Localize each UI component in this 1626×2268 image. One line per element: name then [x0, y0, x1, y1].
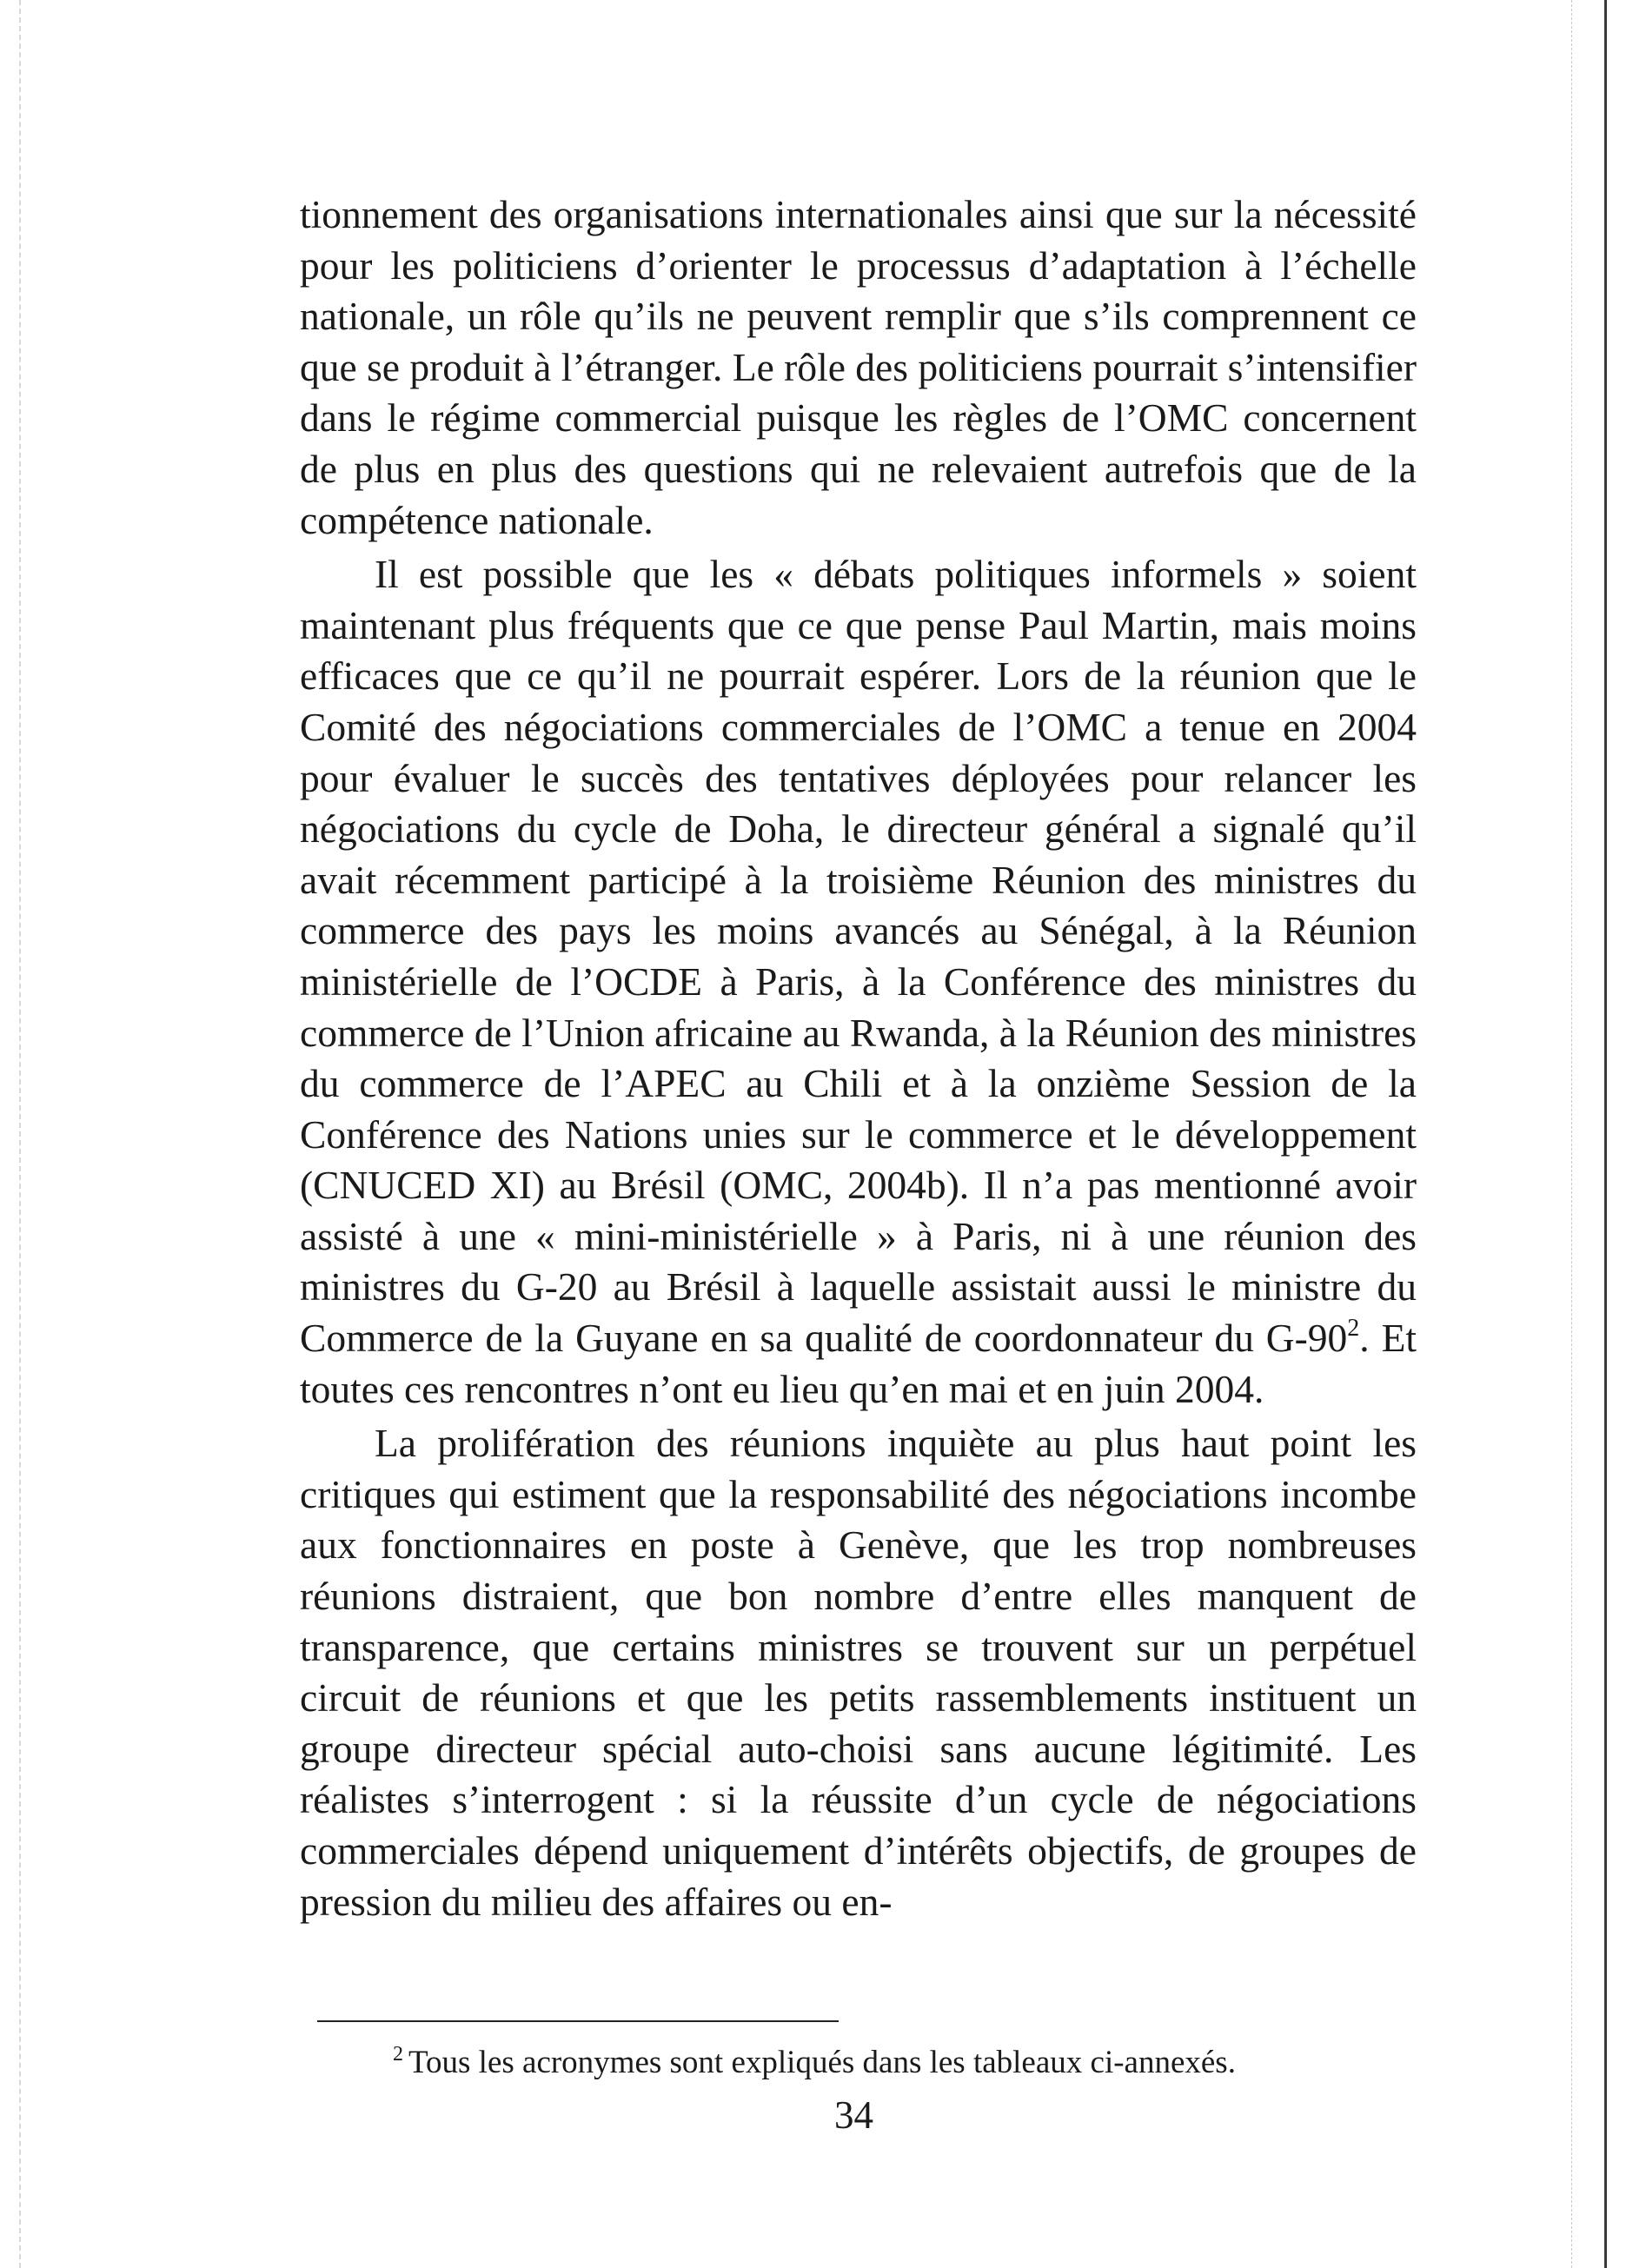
paragraph-2-text-a: Il est possible que les « débats politiques informels » soient maintenant plus fréquents que ce que pense Paul Martin, mais moins efficaces que ce qu’il ne pourrait espérer. Lors de la réunion que le Comité des négociations commerciales de l’OMC a tenue en 2004 pour évaluer le succès des tentatives déployées pour relancer les négociations du cycle de Doha, le directeur général a signalé qu’il avait récemment participé à la troisième Réunion des ministres du commerce des pays les moins avancés au Sénégal, à la Réunion ministérielle de l’OCDE à Paris, à la Conférence des ministres du commerce de l’Union africaine au Rwanda, à la Réunion des ministres du commerce de l’APEC au Chili et à la onzième Session de la Conférence des Nations unies sur le commerce et le développement (CNUCED XI) au Brésil (OMC, 2004b). Il n’a pas mentionné avoir assisté à une « mini-ministérielle » à Paris, ni à une réunion des ministres du G-20 au Brésil à laquelle assistait aussi le ministre du Commerce de la Guyane en sa qualité de coordonnateur du G-90: [300, 552, 1417, 1361]
scan-border-right-faint: [1570, 0, 1572, 2268]
scan-border-right: [1601, 0, 1607, 2268]
scan-border-left: [19, 0, 26, 2268]
body-text: [300, 189, 1417, 1927]
paragraph-2: [300, 549, 1417, 1415]
paragraph-1: tionnement des organisations internationales ainsi que sur la nécessité pour les politiciens d’orienter le processus d’adaptation à l’échelle nationale, un rôle qu’ils ne peuvent remplir que s’ils comprennent ce que se produit à l’étranger. Le rôle des politiciens pourrait s’intensifier dans le régime commercial puisque les règles de l’OMC concernent de plus en plus des questions qui ne relevaient autrefois que de la compétence nationale.: [300, 192, 1417, 542]
footnote: [393, 2033, 1236, 2084]
paragraph-2-text-b: . Et toutes ces rencontres n’ont eu lieu qu’en mai et en juin 2004.: [300, 1316, 1417, 1411]
footnote-separator: [317, 2020, 839, 2022]
footnote-reference: 2: [1347, 1315, 1360, 1343]
page-number: 34: [834, 2093, 873, 2137]
paragraph-3: La prolifération des réunions inquiète au plus haut point les critiques qui estiment que la responsabilité des négociations incombe aux fonctionnaires en poste à Genève, que les trop nombreuses réunions distraient, que bon nombre d’entre elles manquent de transparence, que certains ministres se trouvent sur un perpétuel circuit de réunions et que les petits rassemblements instituent un groupe directeur spécial auto-choisi sans aucune légitimité. Les réalistes s’interrogent : si la réussite d’un cycle de négociations commerciales dépend uniquement d’intérêts objectifs, de groupes de pression du milieu des affaires ou en-: [300, 1421, 1417, 1924]
footnote-text: Tous les acronymes sont expliqués dans les tableaux ci-annexés.: [408, 2045, 1236, 2080]
footnote-marker: 2: [393, 2043, 403, 2066]
